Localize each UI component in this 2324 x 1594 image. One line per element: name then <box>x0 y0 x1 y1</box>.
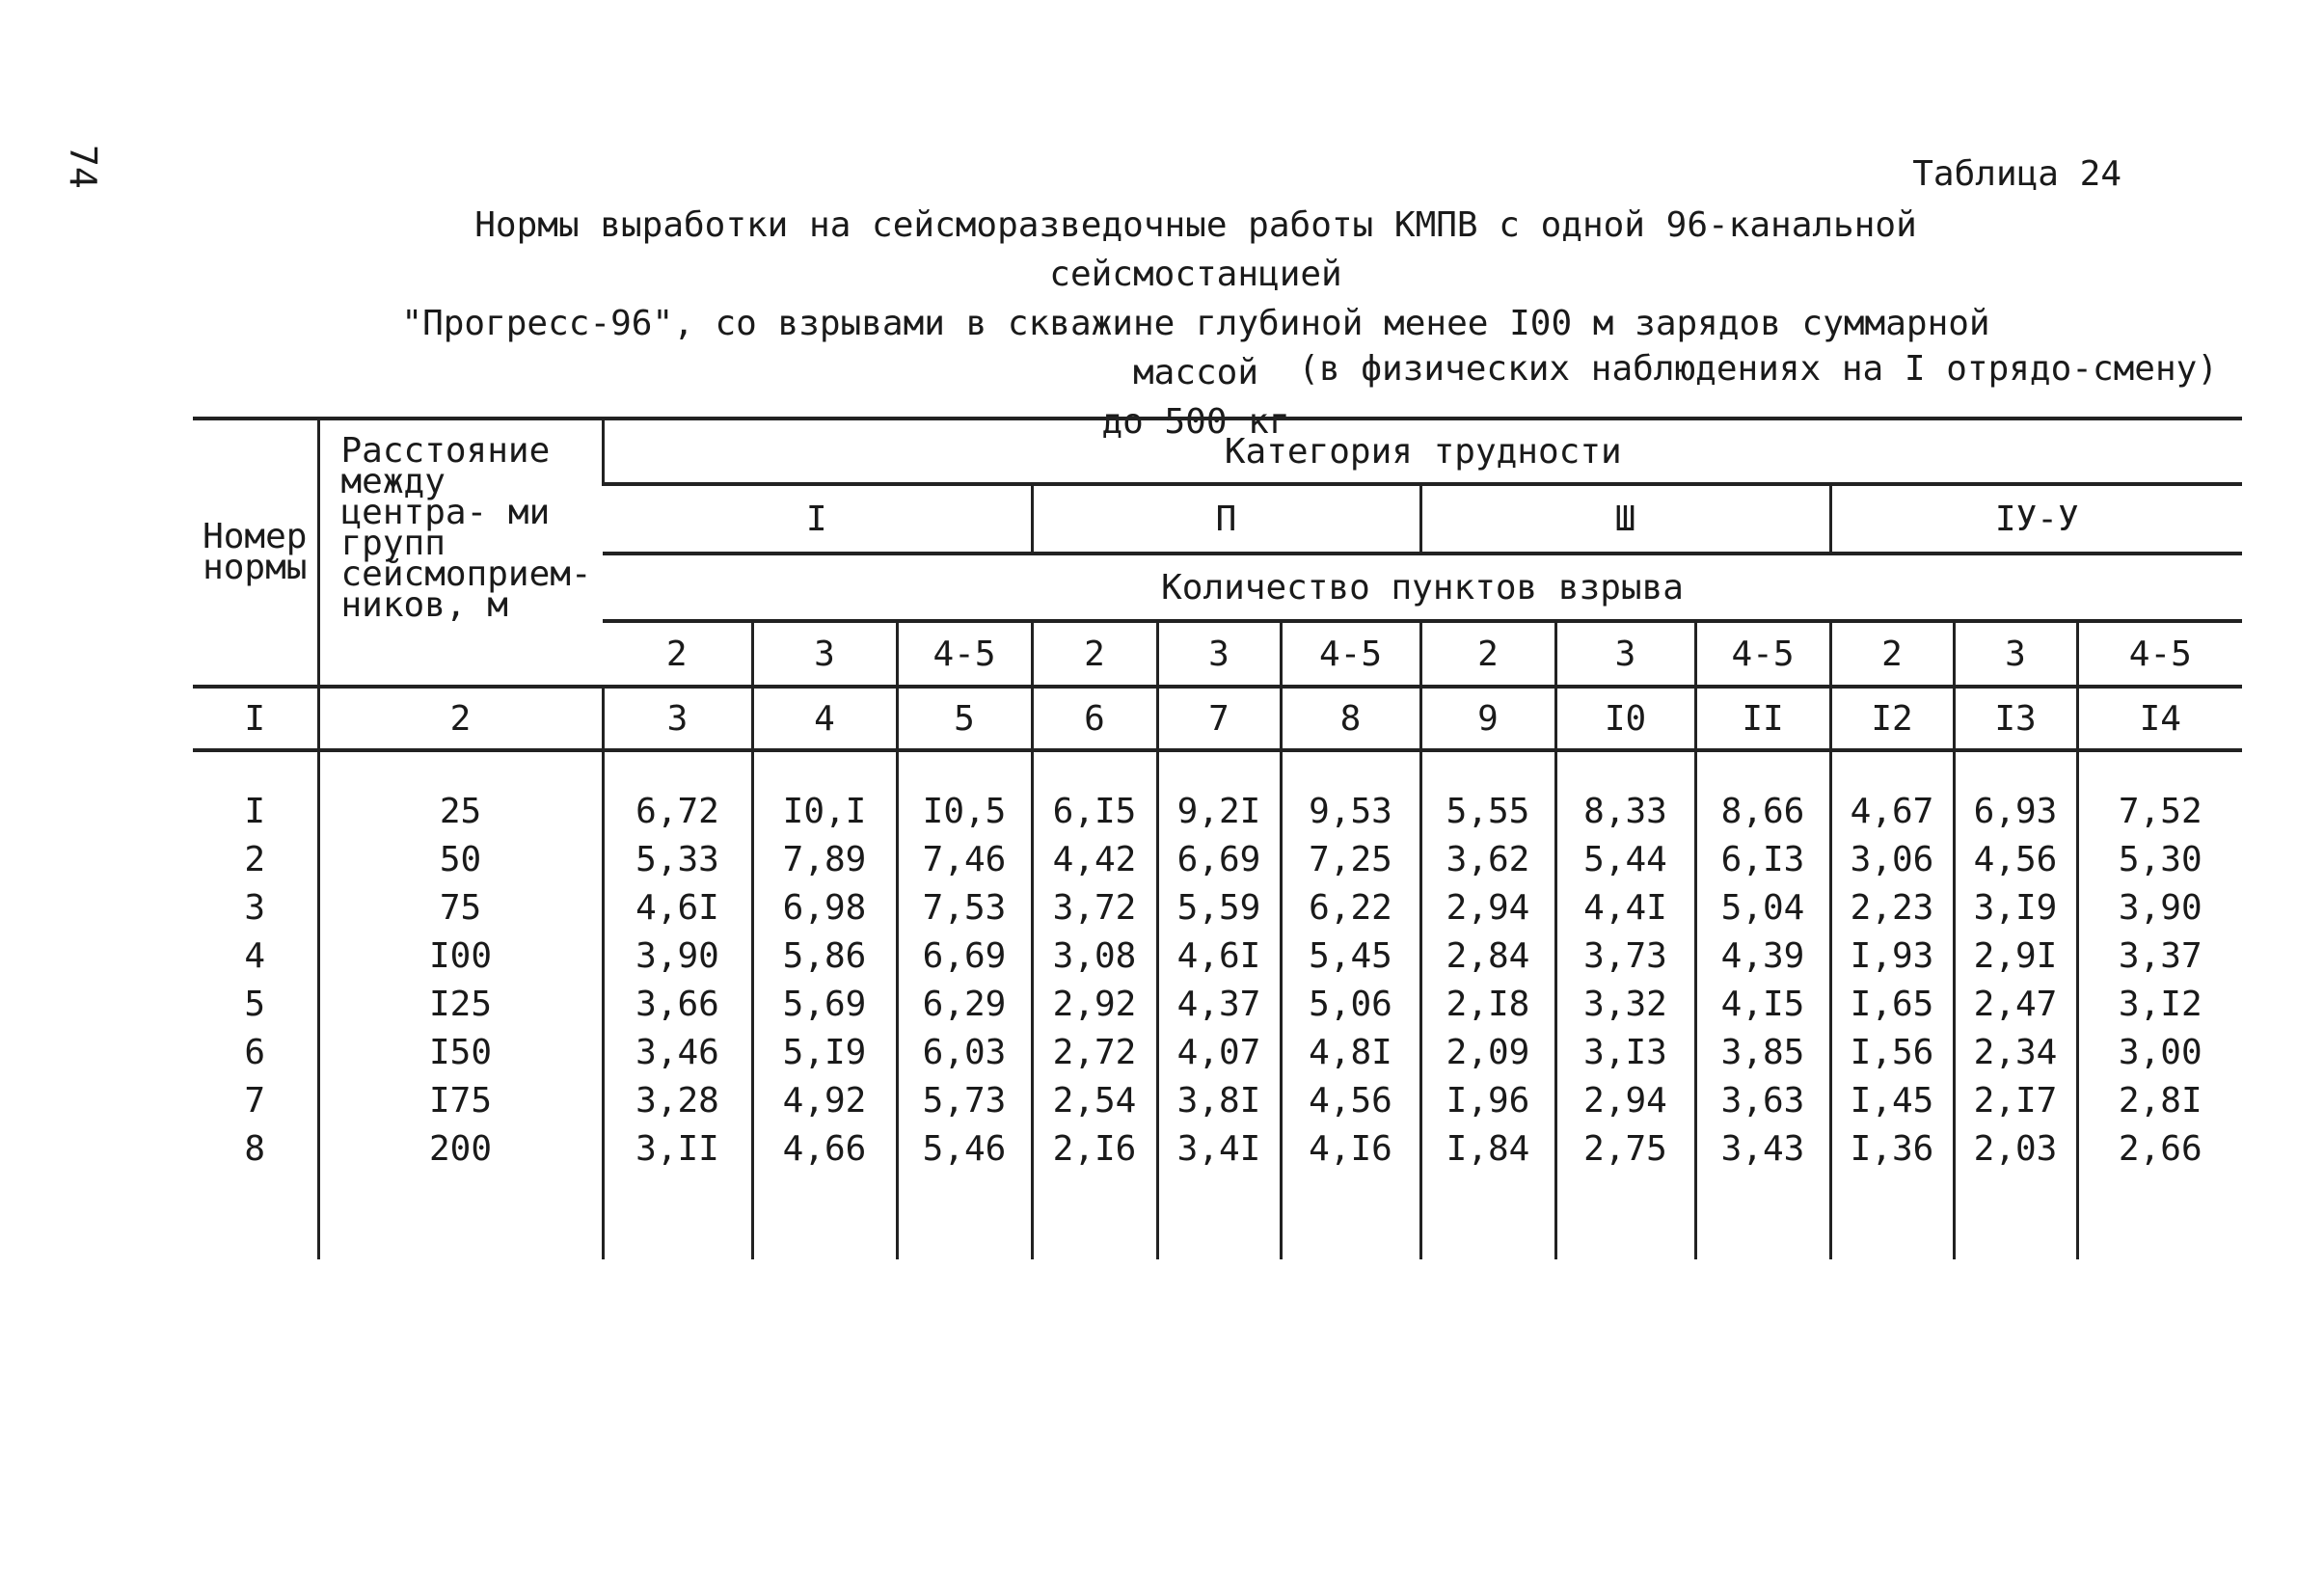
value-cell: 5,I9 <box>752 1028 897 1076</box>
column-number: I2 <box>1830 687 1954 750</box>
distance-cell: 200 <box>318 1124 603 1173</box>
norm-number-cell: 5 <box>244 984 266 1024</box>
value-cell: 3,I3 <box>1555 1028 1695 1076</box>
header-shot-count: 2 <box>1830 621 1954 687</box>
distance-cell: I00 <box>318 932 603 980</box>
value-cell: 2,I8 <box>1420 980 1555 1028</box>
distance-cell: 50 <box>318 835 603 883</box>
value-cell: 6,22 <box>1281 883 1420 932</box>
value-cell: 3,85 <box>1695 1028 1830 1076</box>
norm-number-cell: 6 <box>244 1032 266 1072</box>
value-cell: 3,00 <box>2077 1028 2242 1076</box>
column-number: 4 <box>752 687 897 750</box>
value-cell: 7,46 <box>897 835 1032 883</box>
value-cell: 5,46 <box>897 1124 1032 1173</box>
value-cell: 5,33 <box>603 835 752 883</box>
header-shot-count: 3 <box>1954 621 2077 687</box>
value-cell: 2,34 <box>1954 1028 2077 1076</box>
header-category-3: Ш <box>1420 484 1830 554</box>
value-cell: 3,90 <box>603 932 752 980</box>
value-cell: I,36 <box>1830 1124 1954 1173</box>
value-cell: 3,62 <box>1420 835 1555 883</box>
value-cell: 3,28 <box>603 1076 752 1124</box>
table-row <box>193 787 2242 835</box>
table-title <box>347 201 2044 446</box>
value-cell: 4,56 <box>1281 1076 1420 1124</box>
value-cell: 2,I6 <box>1032 1124 1157 1173</box>
column-number: I <box>193 687 318 750</box>
value-cell: 3,63 <box>1695 1076 1830 1124</box>
value-cell: 5,55 <box>1420 787 1555 835</box>
norm-number-cell: 8 <box>244 1128 266 1169</box>
value-cell: 4,66 <box>752 1124 897 1173</box>
value-cell: 5,86 <box>752 932 897 980</box>
header-shot-count: 2 <box>603 621 752 687</box>
value-cell: 7,53 <box>897 883 1032 932</box>
value-cell: 2,75 <box>1555 1124 1695 1173</box>
title-line: "Прогресс-96", со взрывами в скважине глубиной менее I00 м зарядов суммарной массой <box>401 304 1990 392</box>
table-row <box>193 883 2242 932</box>
header-shot-points: Количество пунктов взрыва <box>603 554 2242 621</box>
value-cell: 5,59 <box>1157 883 1281 932</box>
column-number: 2 <box>318 687 603 750</box>
value-cell: I,45 <box>1830 1076 1954 1124</box>
value-cell: 2,92 <box>1032 980 1157 1028</box>
distance-cell: 75 <box>318 883 603 932</box>
header-shot-count: 4-5 <box>897 621 1032 687</box>
value-cell: 3,66 <box>603 980 752 1028</box>
value-cell: I,93 <box>1830 932 1954 980</box>
column-number: 6 <box>1032 687 1157 750</box>
value-cell: 4,39 <box>1695 932 1830 980</box>
value-cell: 8,33 <box>1555 787 1695 835</box>
value-cell: 4,42 <box>1032 835 1157 883</box>
column-number: 3 <box>603 687 752 750</box>
value-cell: 5,44 <box>1555 835 1695 883</box>
value-cell: 4,I6 <box>1281 1124 1420 1173</box>
value-cell: 3,73 <box>1555 932 1695 980</box>
value-cell: 3,90 <box>2077 883 2242 932</box>
value-cell: I0,5 <box>897 787 1032 835</box>
title-line: Нормы выработки на сейсморазведочные работы КМПВ с одной 96-канальной сейсмостанцией <box>474 205 1917 294</box>
value-cell: 4,8I <box>1281 1028 1420 1076</box>
header-category-1: I <box>603 484 1032 554</box>
value-cell: 2,9I <box>1954 932 2077 980</box>
value-cell: 2,72 <box>1032 1028 1157 1076</box>
value-cell: 6,93 <box>1954 787 2077 835</box>
header-category-4-5: IУ-У <box>1830 484 2242 554</box>
value-cell: 2,03 <box>1954 1124 2077 1173</box>
value-cell: 4,4I <box>1555 883 1695 932</box>
value-cell: 3,08 <box>1032 932 1157 980</box>
column-number: II <box>1695 687 1830 750</box>
header-distance: Расстояние между центра- ми групп сейсмоприем- ников, м <box>318 419 603 687</box>
value-cell: 6,69 <box>897 932 1032 980</box>
header-shot-count: 2 <box>1032 621 1157 687</box>
value-cell: 4,92 <box>752 1076 897 1124</box>
norms-table <box>193 417 2242 1259</box>
value-cell: 3,43 <box>1695 1124 1830 1173</box>
value-cell: 4,6I <box>1157 932 1281 980</box>
value-cell: 4,56 <box>1954 835 2077 883</box>
value-cell: I,96 <box>1420 1076 1555 1124</box>
table-row <box>193 1076 2242 1124</box>
header-shot-count: 3 <box>752 621 897 687</box>
value-cell: 3,37 <box>2077 932 2242 980</box>
value-cell: 5,45 <box>1281 932 1420 980</box>
table-row <box>193 835 2242 883</box>
value-cell: I,56 <box>1830 1028 1954 1076</box>
value-cell: 3,46 <box>603 1028 752 1076</box>
value-cell: 6,29 <box>897 980 1032 1028</box>
column-number: I4 <box>2077 687 2242 750</box>
value-cell: 6,I5 <box>1032 787 1157 835</box>
column-number: 8 <box>1281 687 1420 750</box>
value-cell: 7,52 <box>2077 787 2242 835</box>
value-cell: 6,98 <box>752 883 897 932</box>
value-cell: 5,30 <box>2077 835 2242 883</box>
value-cell: I,84 <box>1420 1124 1555 1173</box>
value-cell: 3,I2 <box>2077 980 2242 1028</box>
column-number: I3 <box>1954 687 2077 750</box>
distance-cell: I75 <box>318 1076 603 1124</box>
title-line: до 500 кг <box>1101 402 1290 442</box>
header-shot-count: 4-5 <box>2077 621 2242 687</box>
column-number: 7 <box>1157 687 1281 750</box>
value-cell: 4,67 <box>1830 787 1954 835</box>
value-cell: 7,25 <box>1281 835 1420 883</box>
header-category-2: П <box>1032 484 1420 554</box>
value-cell: 2,47 <box>1954 980 2077 1028</box>
value-cell: 6,69 <box>1157 835 1281 883</box>
header-shot-count: 3 <box>1157 621 1281 687</box>
value-cell: 8,66 <box>1695 787 1830 835</box>
column-number: I0 <box>1555 687 1695 750</box>
value-cell: 9,2I <box>1157 787 1281 835</box>
norm-number-cell: I <box>244 791 266 831</box>
value-cell: 4,I5 <box>1695 980 1830 1028</box>
units-note: (в физических наблюдениях на I отрядо-смену) <box>1298 349 2218 389</box>
page-number: 74 <box>62 145 104 189</box>
column-number: 5 <box>897 687 1032 750</box>
value-cell: 3,I9 <box>1954 883 2077 932</box>
value-cell: 6,72 <box>603 787 752 835</box>
header-shot-count: 4-5 <box>1695 621 1830 687</box>
distance-cell: I50 <box>318 1028 603 1076</box>
value-cell: 9,53 <box>1281 787 1420 835</box>
header-shot-count: 2 <box>1420 621 1555 687</box>
value-cell: 5,73 <box>897 1076 1032 1124</box>
norm-number-cell: 2 <box>244 839 266 879</box>
value-cell: 2,23 <box>1830 883 1954 932</box>
value-cell: 5,06 <box>1281 980 1420 1028</box>
value-cell: 5,04 <box>1695 883 1830 932</box>
value-cell: 4,6I <box>603 883 752 932</box>
value-cell: 2,8I <box>2077 1076 2242 1124</box>
table-row <box>193 1124 2242 1173</box>
table-row <box>193 932 2242 980</box>
value-cell: 2,54 <box>1032 1076 1157 1124</box>
value-cell: 3,II <box>603 1124 752 1173</box>
value-cell: 3,4I <box>1157 1124 1281 1173</box>
value-cell: 7,89 <box>752 835 897 883</box>
norm-number-cell: 7 <box>244 1080 266 1121</box>
value-cell: 2,09 <box>1420 1028 1555 1076</box>
table-label: Таблица 24 <box>1912 154 2121 194</box>
value-cell: I,65 <box>1830 980 1954 1028</box>
value-cell: 4,07 <box>1157 1028 1281 1076</box>
value-cell: 3,8I <box>1157 1076 1281 1124</box>
header-shot-count: 3 <box>1555 621 1695 687</box>
header-difficulty-category: Категория трудности <box>603 419 2242 484</box>
value-cell: 3,32 <box>1555 980 1695 1028</box>
value-cell: 6,I3 <box>1695 835 1830 883</box>
norm-number-cell: 3 <box>244 887 266 928</box>
value-cell: I0,I <box>752 787 897 835</box>
value-cell: 2,94 <box>1555 1076 1695 1124</box>
header-norm-number: Номер нормы <box>193 419 318 687</box>
distance-cell: I25 <box>318 980 603 1028</box>
value-cell: 4,37 <box>1157 980 1281 1028</box>
value-cell: 2,66 <box>2077 1124 2242 1173</box>
value-cell: 2,84 <box>1420 932 1555 980</box>
value-cell: 3,06 <box>1830 835 1954 883</box>
column-number: 9 <box>1420 687 1555 750</box>
header-shot-count: 4-5 <box>1281 621 1420 687</box>
value-cell: 5,69 <box>752 980 897 1028</box>
norm-number-cell: 4 <box>244 935 266 976</box>
value-cell: 3,72 <box>1032 883 1157 932</box>
value-cell: 6,03 <box>897 1028 1032 1076</box>
table-row <box>193 1028 2242 1076</box>
table-row <box>193 980 2242 1028</box>
value-cell: 2,I7 <box>1954 1076 2077 1124</box>
distance-cell: 25 <box>318 787 603 835</box>
value-cell: 2,94 <box>1420 883 1555 932</box>
